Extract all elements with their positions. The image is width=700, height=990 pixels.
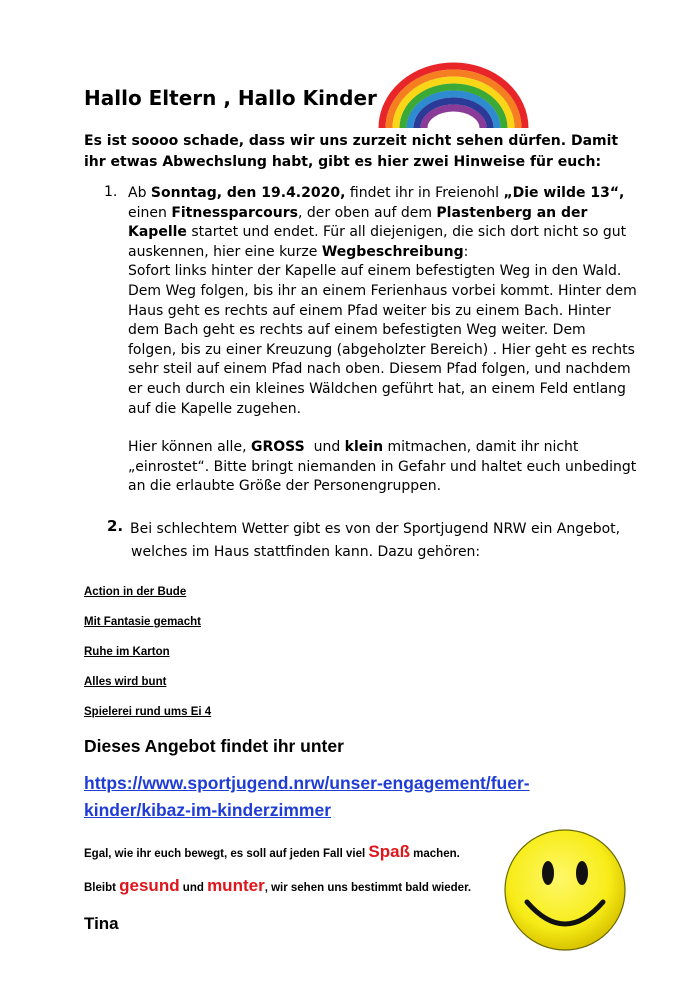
klein-text: klein — [344, 439, 384, 456]
parcours-name: „Die wilde 13“, — [503, 185, 625, 201]
offer-link[interactable]: Spielerei rund ums Ei 4 — [84, 706, 212, 718]
list-item-1 — [128, 184, 638, 497]
signature: Tina — [84, 914, 119, 933]
gross-text: GROSS — [250, 439, 305, 456]
gesund-text: gesund — [119, 876, 180, 895]
offer-link[interactable]: Alles wird bunt — [84, 676, 167, 688]
section-heading: Dieses Angebot findet ihr unter — [84, 736, 344, 756]
list-number-2: 2. — [107, 517, 124, 535]
spass-text: Spaß — [368, 842, 410, 861]
location-text: Plastenberg an der Kapelle — [128, 204, 588, 241]
item2-line-1: Bei schlechtem Wetter gibt es von der Sportjugend NRW ein Angebot, — [130, 521, 621, 537]
page-title: Hallo Eltern , Hallo Kinder — [84, 86, 377, 110]
closing-line-2: Bleibt gesund und munter, wir sehen uns bestimmt bald wieder. — [84, 876, 472, 895]
sportjugend-link[interactable]: https://www.sportjugend.nrw/unser-engagement/fuer-kinder/kibaz-im-kinderzimmer — [84, 773, 530, 820]
rainbow-image — [376, 56, 531, 128]
date-text: Sonntag, den 19.4.2020, — [150, 185, 346, 201]
list-number-1: 1. — [104, 184, 118, 200]
route-description: Sofort links hinter der Kapelle auf einem befestigten Weg in den Wald. Dem Weg folgen, bis ihr an einem Ferienhaus vorbei kommt. Hinter dem Haus geht es rechts auf einem Pfad weiter bis zu einem Bach. Hinter dem Bach geht es rechts auf einem befestigten Weg weiter. Dem folgen, bis zu einer Kreuzung (abgeholzter Bereich) . Hier geht es rechts sehr steil auf einem Pfad nach oben. Diesem Pfad folgen, und nachdem er euch durch ein kleines Wäldchen geführt hat, an einem Feld entlang auf die Kapelle zugehen. — [128, 263, 637, 417]
munter-text: munter — [207, 876, 265, 895]
offer-link[interactable]: Mit Fantasie gemacht — [84, 616, 201, 628]
smiley-face-image — [503, 828, 627, 952]
route-label: Wegbeschreibung — [321, 243, 464, 260]
intro-text: Es ist soooo schade, dass wir uns zurzeit nicht sehen dürfen. Damit ihr etwas Abwechslung habt, gibt es hier zwei Hinweise für euch: — [84, 133, 619, 170]
item2-line-2: welches im Haus stattfinden kann. Dazu gehören: — [131, 544, 481, 560]
closing-line-1: Egal, wie ihr euch bewegt, es soll auf jeden Fall viel Spaß machen. — [84, 842, 460, 861]
offer-link[interactable]: Ruhe im Karton — [84, 646, 170, 658]
offer-link[interactable]: Action in der Bude — [84, 586, 187, 598]
item1-paragraph: Ab Sonntag, den 19.4.2020, findet ihr in Freienohl „Die wilde 13“, einen Fitnessparcours, der oben auf dem Plastenberg an der Kapelle startet und endet. Für all diejenigen, die sich dort nicht so gut auskennen, hier eine kurze Wegbeschreibung: Sofort links hinter der Kapelle auf einem befestigten Weg in den Wald. Dem Weg folgen, bis ihr an einem Ferienhaus vorbei kommt. Hinter dem Haus geht es rechts auf einem Pfad weiter bis zu einem Bach. Hinter dem Bach geht es rechts auf einem befestigten Weg weiter. Dem folgen, bis zu einer Kreuzung (abgeholzter Bereich) . Hier geht es rechts sehr steil auf einem Pfad nach oben. Diesem Pfad folgen, und nachdem er euch durch ein kleines Wäldchen geführt hat, an einem Feld entlang auf die Kapelle zugehen. — [128, 185, 637, 417]
fitnessparcours-text: Fitnessparcours — [171, 204, 298, 221]
item1-paragraph-2: Hier können alle, GROSS und klein mitmachen, damit ihr nicht „einrostet“. Bitte bringt niemanden in Gefahr und haltet euch unbedingt an die erlaubte Größe der Personengruppen. — [128, 439, 637, 495]
list-item-2 — [130, 518, 650, 564]
